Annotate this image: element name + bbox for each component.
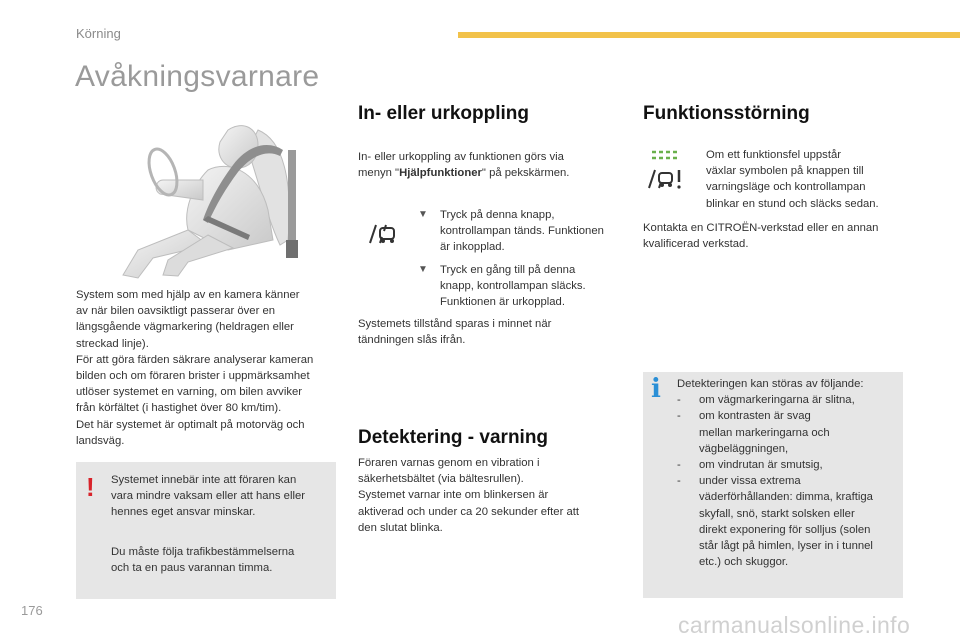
warning-box	[76, 462, 336, 599]
memory-line: tändningen slås ifrån.	[358, 334, 466, 347]
watermark: carmanualsonline.info	[678, 612, 911, 638]
bullet-line: är inkopplad.	[440, 241, 505, 254]
dash: -	[677, 459, 681, 472]
fault-text	[706, 147, 906, 212]
bullet-line: Funktionen är urkopplad.	[440, 296, 565, 309]
info-line: står lågt på himlen, lyser in i tunnel	[699, 540, 873, 553]
info-item	[677, 457, 899, 473]
warning-para-2	[111, 544, 331, 576]
lane-departure-icon	[366, 216, 400, 246]
detect-line: Systemet varnar inte om blinkersen är	[358, 489, 549, 502]
info-item	[677, 473, 899, 570]
fault-line: växlar symbolen på knappen till	[706, 165, 864, 178]
contact-line: Kontakta en CITROËN-verkstad eller en annan	[643, 222, 879, 234]
driver-seatbelt-illustration	[108, 110, 308, 280]
dash: -	[677, 410, 681, 423]
bullet-item-on	[418, 207, 628, 256]
section-label: Körning	[76, 26, 121, 41]
bullet-line: kontrollampan tänds. Funktionen	[440, 225, 604, 238]
intro-line: streckad linje).	[76, 337, 149, 350]
intro-line: System som med hjälp av en kamera känner	[76, 289, 300, 301]
menu-text-pre: menyn "	[358, 167, 400, 180]
menu-text-post: " på pekskärmen.	[481, 167, 570, 180]
bullet-icon: ▼	[418, 263, 428, 275]
info-line: om kontrasten är svag	[699, 410, 811, 423]
warning-line: och ta en paus varannan timma.	[111, 562, 273, 575]
driver-illustration-svg	[108, 110, 308, 280]
memory-text	[358, 316, 623, 348]
bullet-line: knapp, kontrollampan släcks.	[440, 279, 586, 292]
warning-icon: !	[86, 472, 95, 502]
detect-line: den slutat blinka.	[358, 521, 443, 534]
heading-activation: In- eller urkoppling	[358, 103, 530, 124]
info-line: om vägmarkeringarna är slitna,	[699, 394, 855, 407]
menu-text-line	[358, 165, 623, 181]
intro-line: från körfältet (i hastighet över 80 km/tim).	[76, 402, 282, 415]
memory-line: Systemets tillstånd sparas i minnet när	[358, 318, 552, 330]
dash: -	[677, 394, 681, 407]
intro-line: Det här systemet är optimalt på motorväg och	[76, 418, 305, 431]
intro-line: bilden och om föraren brister i uppmärksamhet	[76, 370, 310, 383]
warning-line: vara mindre vaksam eller att hans eller	[111, 490, 306, 503]
heading-detection: Detektering - varning	[358, 427, 549, 448]
menu-text	[358, 149, 623, 181]
bullet-line: Tryck på denna knapp,	[440, 209, 555, 221]
bullet-icon: ▼	[418, 209, 428, 220]
detect-line: säkerhetsbältet (via bältesrullen).	[358, 473, 524, 486]
warning-line: Du måste följa trafikbestämmelserna	[111, 546, 295, 558]
page-title: Avåkningsvarnare	[75, 60, 320, 93]
info-item	[677, 392, 899, 408]
info-line: skyfall, snö, starkt solsken eller	[699, 507, 855, 520]
contact-text	[643, 220, 913, 252]
bullet-item-off	[418, 262, 628, 311]
intro-line: av när bilen oavsiktligt passerar över en	[76, 305, 276, 318]
info-line: direkt exponering för solljus (solen	[699, 523, 871, 536]
menu-text-line: In- eller urkoppling av funktionen görs via	[358, 151, 564, 163]
dash: -	[677, 475, 681, 488]
detect-text	[358, 455, 628, 536]
bullet-list	[418, 207, 628, 310]
detect-line: Föraren varnas genom en vibration i	[358, 457, 540, 469]
contact-line: kvalificerad verkstad.	[643, 238, 749, 251]
bullet-line: Tryck en gång till på denna	[440, 263, 576, 276]
lane-departure-fault-icon	[646, 148, 686, 192]
page-number: 176	[21, 603, 43, 618]
fault-line: varningsläge och kontrollampan	[706, 181, 866, 194]
fault-line: Om ett funktionsfel uppstår	[706, 149, 842, 161]
info-line: etc.) och skuggor.	[699, 556, 789, 569]
info-line: under vissa extrema	[699, 475, 801, 488]
intro-line: utlöser systemet en varning, om bilen avviker	[76, 386, 303, 399]
intro-text	[76, 287, 338, 449]
fault-icon-svg	[646, 148, 686, 192]
warning-line: hennes eget ansvar minskar.	[111, 506, 256, 519]
fault-line: blinkar en stund och släcks sedan.	[706, 197, 879, 210]
info-line: om vindrutan är smutsig,	[699, 459, 823, 472]
info-intro: Detekteringen kan störas av följande:	[677, 378, 864, 390]
info-line: vägbeläggningen,	[699, 442, 789, 455]
info-icon: i	[651, 374, 661, 404]
detect-line: aktiverad och under ca 20 sekunder efter att	[358, 505, 580, 518]
info-line: väderförhållanden: dimma, kraftiga	[699, 491, 873, 504]
info-content	[677, 376, 899, 570]
info-line: mellan markeringarna och	[699, 426, 830, 439]
warning-para-1	[111, 472, 331, 521]
intro-line: längsgående vägmarkering (heldragen eller	[76, 321, 294, 334]
intro-line: För att göra färden säkrare analyserar kameran	[76, 353, 314, 366]
intro-line: landsväg.	[76, 434, 125, 447]
menu-name: Hjälpfunktioner	[399, 167, 482, 180]
accent-bar	[458, 32, 960, 38]
heading-malfunction: Funktionsstörning	[643, 103, 810, 124]
warning-line: Systemet innebär inte att föraren kan	[111, 474, 297, 486]
info-item	[677, 408, 899, 457]
lane-departure-svg	[366, 216, 400, 246]
info-box	[643, 372, 903, 598]
